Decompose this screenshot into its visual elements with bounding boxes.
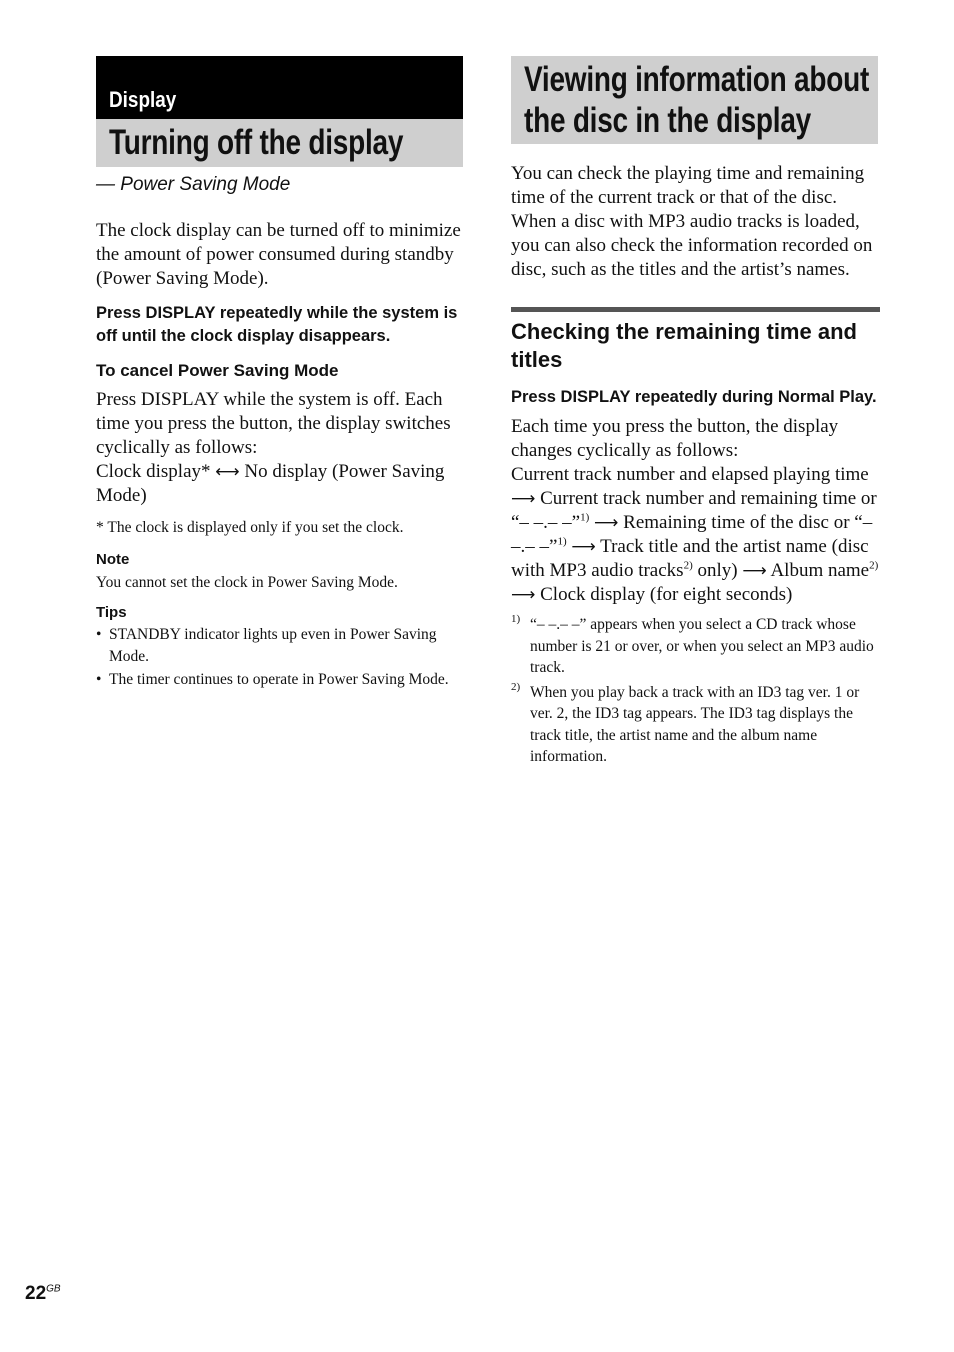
seq-step-6: Clock display (for eight seconds) (540, 584, 793, 605)
right-arrow-icon: ⟶ (511, 585, 536, 605)
seq-step-4-suffix: only) (692, 560, 738, 581)
tip-text: STANDBY indicator lights up even in Power Saving Mode. (109, 626, 437, 665)
footnote (511, 682, 880, 768)
cancel-body (96, 388, 463, 508)
right-intro-paragraph: You can check the playing time and remaining time of the current track or that of the disc. When a disc with MP3 audio tracks is loaded, you can also check the information recorded on disc, such as the titles and the artist’s names. (511, 163, 873, 280)
cycle-from: Clock display* (96, 461, 211, 482)
page-number (25, 1283, 61, 1305)
right-title-box (511, 56, 878, 144)
footnote-ref: 1) (557, 535, 567, 548)
tips-heading: Tips (96, 604, 127, 621)
footnote-ref: 2) (869, 559, 879, 572)
left-instruction: Press DISPLAY repeatedly while the system is off until the clock display disappears. (96, 304, 458, 345)
right-page-title: Viewing information about the disc in the display (524, 60, 870, 140)
footnote-mark: 2) (511, 680, 521, 693)
seq-step-2: Current track number and remaining time or “– –.– –” (511, 488, 877, 533)
asterisk-note: * The clock is displayed only if you set the clock. (96, 519, 404, 536)
left-intro-paragraph: The clock display can be turned off to minimize the amount of power consumed during standby (Power Saving Mode). (96, 220, 461, 289)
footnote-mark: 1) (511, 613, 521, 625)
left-column (96, 56, 463, 693)
footnote-ref: 2) (683, 559, 693, 572)
subsection-title: Checking the remaining time and titles (511, 319, 857, 372)
left-page-title: Turning off the display (109, 123, 404, 162)
seq-step-3: Remaining time of the disc or “– –.– –” (511, 512, 873, 557)
seq-step-5: Album name (770, 560, 870, 581)
left-title-box (96, 119, 463, 167)
tips-list (96, 624, 463, 691)
footnote-text: “– –.– –” appears when you select a CD track whose number is 21 or over, or when you select an MP3 audio track. (530, 616, 874, 676)
cancel-body-text: Press DISPLAY while the system is off. Each time you press the button, the display switches cyclically as follows: (96, 389, 451, 458)
section-label: Display (109, 87, 177, 112)
bullet-icon: • (96, 671, 102, 688)
seq-step-4: Track title and the artist name (disc with MP3 audio tracks (511, 536, 869, 581)
footnote-text: When you play back a track with an ID3 tag ver. 1 or ver. 2, the ID3 tag appears. The ID3 tag displays the track title, the artist name and the album name information. (530, 683, 860, 765)
right-column (511, 56, 880, 768)
page-number-suffix: GB (46, 1283, 61, 1295)
seq-step-1: Current track number and elapsed playing time (511, 464, 869, 485)
note-text: You cannot set the clock in Power Saving Mode. (96, 573, 398, 591)
section-header-bar (96, 56, 463, 119)
cancel-heading: To cancel Power Saving Mode (96, 361, 339, 380)
display-cycle-paragraph (511, 415, 880, 607)
tip-item (96, 624, 463, 667)
left-subtitle: — Power Saving Mode (96, 174, 291, 195)
note-heading: Note (96, 550, 130, 568)
right-arrow-icon: ⟶ (742, 561, 767, 581)
right-instruction: Press DISPLAY repeatedly during Normal Play. (511, 388, 877, 406)
display-cycle-intro: Each time you press the button, the display changes cyclically as follows: (511, 416, 839, 461)
double-arrow-icon: ⟷ (215, 462, 240, 482)
footnote-ref: 1) (580, 511, 590, 524)
cycle-to: No display (Power Saving Mode) (96, 461, 445, 506)
tip-text: The timer continues to operate in Power Saving Mode. (109, 671, 449, 688)
bullet-icon: • (96, 626, 102, 643)
tip-item (96, 669, 463, 691)
footnote (511, 614, 880, 679)
right-arrow-icon: ⟶ (571, 537, 596, 557)
right-arrow-icon: ⟶ (511, 489, 536, 509)
right-arrow-icon: ⟶ (594, 513, 619, 533)
cycle-line (96, 460, 463, 508)
page-number-value: 22 (25, 1283, 47, 1304)
display-cycle-sequence (511, 463, 880, 607)
subsection-rule (511, 307, 880, 312)
